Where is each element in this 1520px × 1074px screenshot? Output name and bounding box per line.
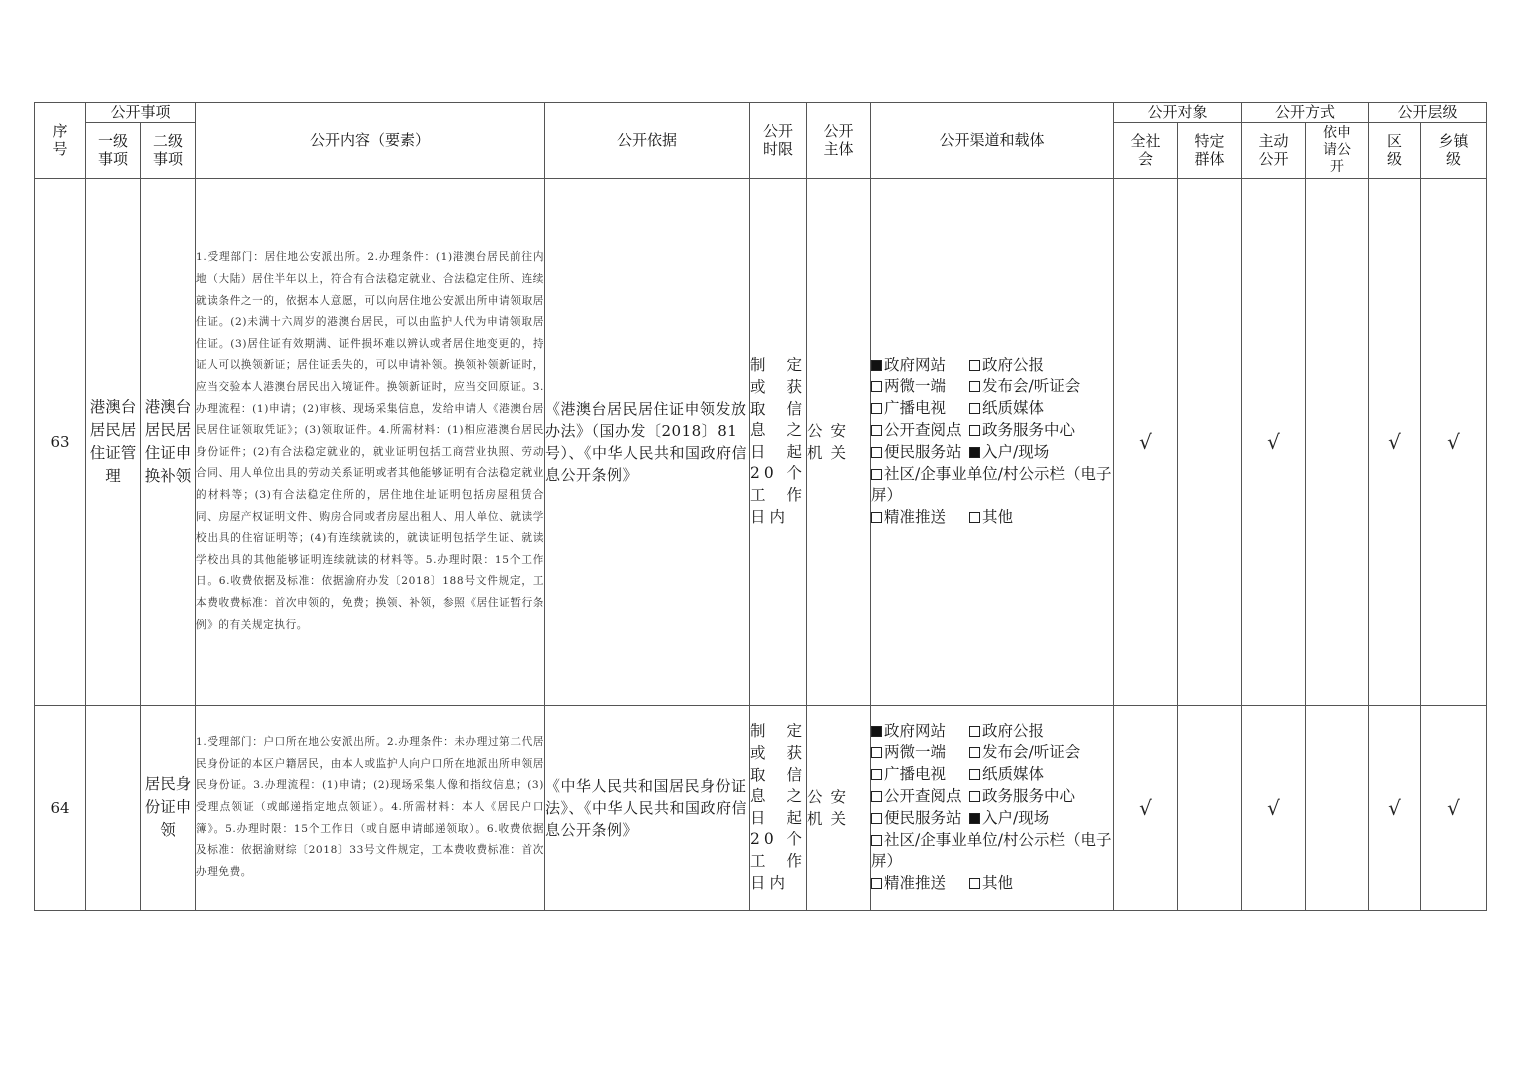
unchecked-box-icon — [871, 835, 882, 846]
unchecked-box-icon — [969, 512, 980, 523]
unchecked-box-icon — [871, 878, 882, 889]
channel-label: 公开查阅点 — [884, 786, 962, 805]
channel-option — [871, 355, 969, 377]
channel-line — [871, 442, 1113, 464]
header-audience-specific: 特定群体 — [1178, 122, 1242, 178]
channel-option — [871, 507, 969, 529]
row-content: 1.受理部门：居住地公安派出所。2.办理条件：(1)港澳台居民前往内地（大陆）居住半年以上，符合有合法稳定就业、合法稳定住所、连续就读条件之一的，依据本人意愿，可以向居住地公安派出所申请领取居住证。(2)未满十六周岁的港澳台居民，可以由监护人代为申请领取居住证。(3)居住证有效期满、证件损坏难以辨认或者居住地变更的，持证人可以换领新证；居住证丢失的，可以申请补领。换领补领新证时，应当交验本人港澳台居民出入境证件。换领新证时，应当交回原证。3.办理流程：(1)申请；(2)审核、现场采集信息，发给申请人《港澳台居民居住证领取凭证》；(3)领取证件。4.所需材料：(1)相应港澳台居民身份证件；(2)有合法稳定就业的，就业证明包括工商营业执照、劳动合同、用人单位出具的劳动关系证明或者其他能够证明有合法稳定就业的材料等；(3)有合法稳定住所的，居住地住址证明包括房屋租赁合同、房屋产权证明文件、购房合同或者房屋出租人、用人单位、就读学校出具的住宿证明等；(4)有连续就读的，就读证明包括学生证、就读学校出具的其他能够证明连续就读的材料等。5.办理时限：15个工作日。6.收费依据及标准：依据渝府办发〔2018〕188号文件规定，工本费收费标准：首次申领的，免费；换领、补领，参照《居住证暂行条例》的有关规定执行。 — [196, 178, 545, 705]
channel-label: 公开查阅点 — [884, 420, 962, 439]
header-level2: 二级事项 — [141, 122, 196, 178]
table-row — [35, 178, 1487, 705]
channel-option — [871, 420, 969, 442]
header-subject: 公开主体 — [807, 103, 871, 179]
unchecked-box-icon — [969, 726, 980, 737]
checked-box-icon — [871, 726, 882, 737]
channel-option — [871, 764, 969, 786]
channel-label: 政务服务中心 — [982, 786, 1076, 805]
channel-option — [969, 420, 1075, 442]
row-check-audience-specific — [1178, 705, 1242, 910]
checked-box-icon — [969, 447, 980, 458]
channel-option — [969, 355, 1044, 377]
channel-option — [969, 376, 1080, 398]
row-seq: 63 — [35, 178, 86, 705]
unchecked-box-icon — [871, 403, 882, 414]
channel-label: 精准推送 — [884, 508, 947, 527]
channel-label: 便民服务站 — [884, 808, 962, 827]
unchecked-box-icon — [871, 769, 882, 780]
checked-box-icon — [969, 813, 980, 824]
channel-label: 精准推送 — [884, 874, 947, 893]
unchecked-box-icon — [969, 878, 980, 889]
row-channels — [871, 705, 1114, 910]
channel-line — [871, 808, 1113, 830]
header-items-group: 公开事项 — [86, 103, 196, 123]
channel-line — [871, 420, 1113, 442]
header-time-limit: 公开时限 — [750, 103, 807, 179]
channel-label: 广播电视 — [884, 765, 947, 784]
unchecked-box-icon — [969, 747, 980, 758]
channel-option — [871, 808, 969, 830]
channel-line — [871, 786, 1113, 808]
row-check-mode-active: √ — [1242, 178, 1306, 705]
unchecked-box-icon — [969, 360, 980, 371]
disclosure-table — [34, 102, 1487, 911]
row-basis: 《港澳台居民居住证申领发放办法》（国办发〔2018〕81号）、《中华人民共和国政府信息公开条例》 — [545, 178, 750, 705]
unchecked-box-icon — [871, 381, 882, 392]
unchecked-box-icon — [871, 512, 882, 523]
channel-line — [871, 376, 1113, 398]
row-content: 1.受理部门：户口所在地公安派出所。2.办理条件：未办理过第二代居民身份证的本区户籍居民，由本人或监护人向户口所在地派出所申领居民身份证。3.办理流程：(1)申请；(2)现场采集人像和指纹信息；(3)受理点领证（或邮递指定地点领证）。4.所需材料：本人《居民户口簿》。5.办理时限：15个工作日（或自愿申请邮递领取）。6.收费依据及标准：依据渝财综〔2018〕33号文件规定，工本费收费标准：首次办理免费。 — [196, 705, 545, 910]
channel-label: 其他 — [982, 874, 1014, 893]
row-check-mode-request — [1306, 178, 1369, 705]
row-check-audience-all: √ — [1114, 178, 1178, 705]
row-subject: 公安机关 — [807, 705, 871, 910]
channel-option — [871, 830, 1113, 874]
channel-option — [969, 786, 1075, 808]
header-audience-all: 全社会 — [1114, 122, 1178, 178]
row-check-level-town: √ — [1421, 178, 1487, 705]
channel-option — [871, 721, 969, 743]
channel-line — [871, 464, 1113, 508]
channel-option — [969, 507, 1013, 529]
channel-line — [871, 830, 1113, 874]
checked-box-icon — [871, 360, 882, 371]
channel-option — [969, 442, 1049, 464]
channel-label: 两微一端 — [884, 743, 947, 762]
row-time-limit: 制定或获取信息之日起20个工作日内 — [750, 178, 807, 705]
unchecked-box-icon — [969, 403, 980, 414]
channel-option — [969, 873, 1013, 895]
channel-line — [871, 355, 1113, 377]
unchecked-box-icon — [969, 769, 980, 780]
row-check-audience-specific — [1178, 178, 1242, 705]
channel-line — [871, 873, 1113, 895]
row-check-mode-request — [1306, 705, 1369, 910]
channel-label: 入户/现场 — [982, 442, 1050, 461]
channel-label: 发布会/听证会 — [982, 377, 1081, 396]
channel-line — [871, 398, 1113, 420]
channel-line — [871, 742, 1113, 764]
header-content: 公开内容（要素） — [196, 103, 545, 179]
channel-option — [871, 398, 969, 420]
channel-label: 政府公报 — [982, 355, 1045, 374]
row-subject: 公安机关 — [807, 178, 871, 705]
channel-line — [871, 721, 1113, 743]
channel-option — [871, 873, 969, 895]
row-seq: 64 — [35, 705, 86, 910]
row-level1 — [86, 705, 141, 910]
header-audience-group: 公开对象 — [1114, 103, 1242, 123]
channel-label: 两微一端 — [884, 377, 947, 396]
row-level2: 港澳台居民居住证申换补领 — [141, 178, 196, 705]
header-level1: 一级事项 — [86, 122, 141, 178]
table-row — [35, 705, 1487, 910]
channel-option — [871, 464, 1113, 508]
header-mode-active: 主动公开 — [1242, 122, 1306, 178]
header-level-group: 公开层级 — [1369, 103, 1487, 123]
row-level1: 港澳台居民居住证管理 — [86, 178, 141, 705]
channel-option — [871, 742, 969, 764]
unchecked-box-icon — [969, 425, 980, 436]
channel-label: 其他 — [982, 508, 1014, 527]
channel-label: 政府网站 — [884, 721, 947, 740]
header-level-town: 乡镇级 — [1421, 122, 1487, 178]
header-mode-group: 公开方式 — [1242, 103, 1369, 123]
row-time-limit: 制定或获取信息之日起20个工作日内 — [750, 705, 807, 910]
channel-label: 政务服务中心 — [982, 420, 1076, 439]
unchecked-box-icon — [871, 469, 882, 480]
unchecked-box-icon — [871, 813, 882, 824]
channel-line — [871, 507, 1113, 529]
header-basis: 公开依据 — [545, 103, 750, 179]
channel-label: 入户/现场 — [982, 808, 1050, 827]
channel-label: 纸质媒体 — [982, 399, 1045, 418]
row-check-level-district: √ — [1369, 705, 1421, 910]
unchecked-box-icon — [871, 747, 882, 758]
channel-option — [969, 721, 1044, 743]
channel-label: 便民服务站 — [884, 442, 962, 461]
channel-label: 政府公报 — [982, 721, 1045, 740]
row-basis: 《中华人民共和国居民身份证法》、《中华人民共和国政府信息公开条例》 — [545, 705, 750, 910]
channel-line — [871, 764, 1113, 786]
row-check-level-district: √ — [1369, 178, 1421, 705]
channel-label: 政府网站 — [884, 355, 947, 374]
unchecked-box-icon — [871, 447, 882, 458]
row-check-audience-all: √ — [1114, 705, 1178, 910]
channel-label: 发布会/听证会 — [982, 743, 1081, 762]
row-check-level-town: √ — [1421, 705, 1487, 910]
header-mode-request: 依申请公开 — [1306, 122, 1369, 178]
channel-option — [969, 808, 1049, 830]
unchecked-box-icon — [871, 791, 882, 802]
channel-option — [871, 786, 969, 808]
header-channels: 公开渠道和载体 — [871, 103, 1114, 179]
channel-option — [871, 442, 969, 464]
row-level2: 居民身份证申领 — [141, 705, 196, 910]
channel-label: 广播电视 — [884, 399, 947, 418]
channel-label: 纸质媒体 — [982, 765, 1045, 784]
unchecked-box-icon — [969, 791, 980, 802]
unchecked-box-icon — [871, 425, 882, 436]
channel-label: 社区/企事业单位/村公示栏（电子屏） — [871, 830, 1112, 871]
channel-option — [969, 398, 1044, 420]
row-channels — [871, 178, 1114, 705]
row-check-mode-active: √ — [1242, 705, 1306, 910]
header-seq: 序号 — [35, 103, 86, 179]
channel-label: 社区/企事业单位/村公示栏（电子屏） — [871, 464, 1112, 505]
unchecked-box-icon — [969, 381, 980, 392]
channel-option — [969, 764, 1044, 786]
channel-option — [871, 376, 969, 398]
channel-option — [969, 742, 1080, 764]
header-level-district: 区级 — [1369, 122, 1421, 178]
